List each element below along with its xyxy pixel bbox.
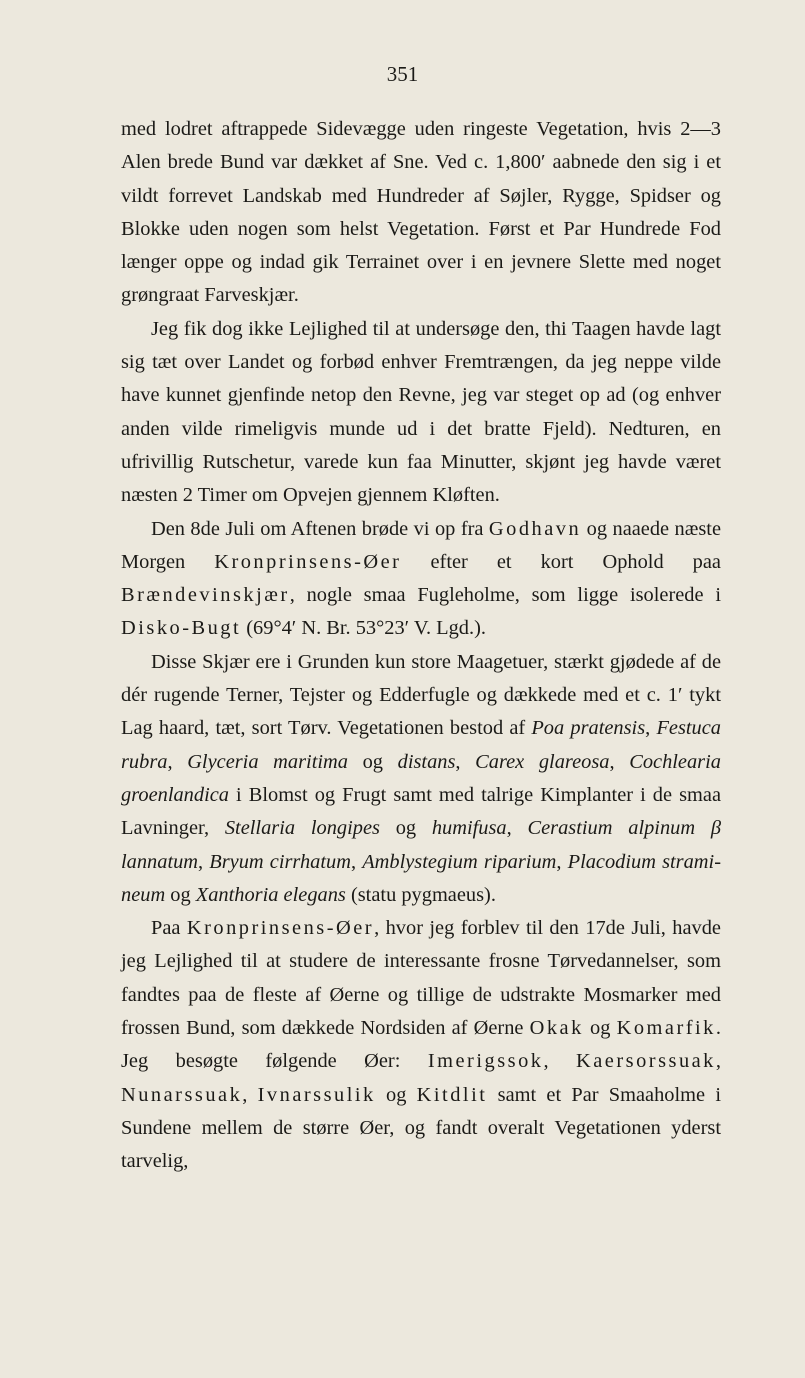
text-run: med lodret aftrappede Sidevægge uden ringeste Vegetation, hvis 2—3 Alen brede Bund var dækket af Sne. Ved c. 1,800′ aabnede den sig i et vildt forrevet Landskab med Hundreder af Søjler, Rygge, Spidser og Blokke uden nogen som helst Vegetation. Først et Par Hundrede Fod længer oppe og indad gik Terrainet over i en jevnere Slette med noget grøngraat Farveskjær. [121,118,721,307]
place-name: Nunarssuak [121,1083,243,1106]
text-run: Den 8de Juli om Aftenen brøde vi op fra [151,517,489,540]
paragraph-2 [121,313,721,513]
text-run: . Jeg besøgte følgende Øer: [121,1017,721,1073]
paragraph-3 [121,513,721,646]
text-run: efter et kort Ophold paa [401,550,721,573]
species-name: Cerastium alpinum β lannatum [121,817,722,873]
text-run: , [715,1050,721,1073]
text-run: , [543,1050,577,1073]
text-run: (statu pygmaeus). [345,883,496,906]
text-run: og [583,1017,617,1040]
species-name: Stellaria longipes [224,817,380,840]
species-name: Festuca rubra [121,717,721,773]
text-run: , nogle smaa Fugleholme, som ligge isolerede i [289,584,721,607]
text-run: , [556,850,568,873]
species-name: Cochlearia groenlandica [121,750,721,806]
text-run: Disse Skjær ere i Grunden kun store Maagetuer, stærkt gjødede af de dér rugende Terner, Tejster og Edderfugle og dækkede med et c. 1′ tykt Lag haard, tæt, sort Tørv. Vegetationen bestod af [121,650,721,740]
paragraph-5 [121,912,721,1178]
place-name: Ivnarssulik [257,1083,376,1106]
species-name: distans [397,750,456,773]
species-name: Carex glareosa [475,750,610,773]
place-name: Kitdlit [416,1083,488,1106]
species-name: Glyceria maritima [187,750,348,773]
page-number: 351 [386,62,419,86]
text-run: , [645,717,657,740]
place-name: Brændevinskjær [121,584,290,607]
text-run: , hvor jeg forblev til den 17de Juli, havde jeg Lejlighed til at studere de interessante frosne Tørvedannelser, som fandtes paa de fleste af Øerne og tillige de udstrakte Mosmarker med frossen Bund, som dækkede Nordsiden af Øerne [121,917,721,1040]
text-run: , [167,750,188,773]
text-run: Paa [151,917,187,940]
place-name: Kronprinsens-Øer [214,550,402,573]
species-name: Poa pratensis [531,717,646,740]
species-name: humifusa [431,817,507,840]
place-name: Okak [529,1017,584,1040]
place-name: Kronprinsens-Øer [186,917,375,940]
place-name: Komarfik [616,1017,716,1040]
paragraph-4 [121,646,721,912]
text-run: i Blomst og Frugt samt med talrige Kimplanter i de smaa Lavninger, [121,783,721,840]
text-run: , [609,750,630,773]
species-name: Xanthoria elegans [195,883,346,906]
text-run: , [242,1083,258,1106]
text-run: , [455,750,476,773]
text-run: og naaede næste Morgen [121,517,721,573]
text-run: samt et Par Smaaholme i Sundene mellem de større Øer, og fandt overalt Vegetationen yderst tarvelig, [121,1083,721,1173]
species-name: Amblystegium riparium [362,850,557,873]
text-run: (69°4′ N. Br. 53°23′ V. Lgd.). [241,617,486,640]
text-run: og [165,883,196,906]
text-run: , [350,850,363,873]
text-run: og [375,1083,417,1106]
body-text [121,113,721,1179]
text-run: og [347,750,398,773]
species-name: Placodium stramineum [121,850,721,906]
text-run: , [198,850,210,873]
text-run: , [506,817,528,840]
place-name: Godhavn [488,517,582,540]
paragraph-1 [121,113,721,313]
place-name: Imerigssok [427,1050,544,1073]
text-run: Jeg fik dog ikke Lejlighed til at undersøge den, thi Taagen havde lagt sig tæt over Landet og forbød enhver Fremtrængen, da jeg neppe vilde have kunnet gjenfinde netop den Revne, jeg var steget op ad (og enhver anden vilde rimeligvis munde ud i det bratte Fjeld). Nedturen, en ufrivillig Rutschetur, varede kun faa Minutter, skjønt jeg havde været næsten 2 Timer om Opvejen gjennem Kløften. [121,317,721,507]
place-name: Disko-Bugt [121,617,242,640]
place-name: Kaersorssuak [576,1050,716,1073]
species-name: Bryum cirrhatum [209,850,351,873]
text-run: og [379,817,432,840]
